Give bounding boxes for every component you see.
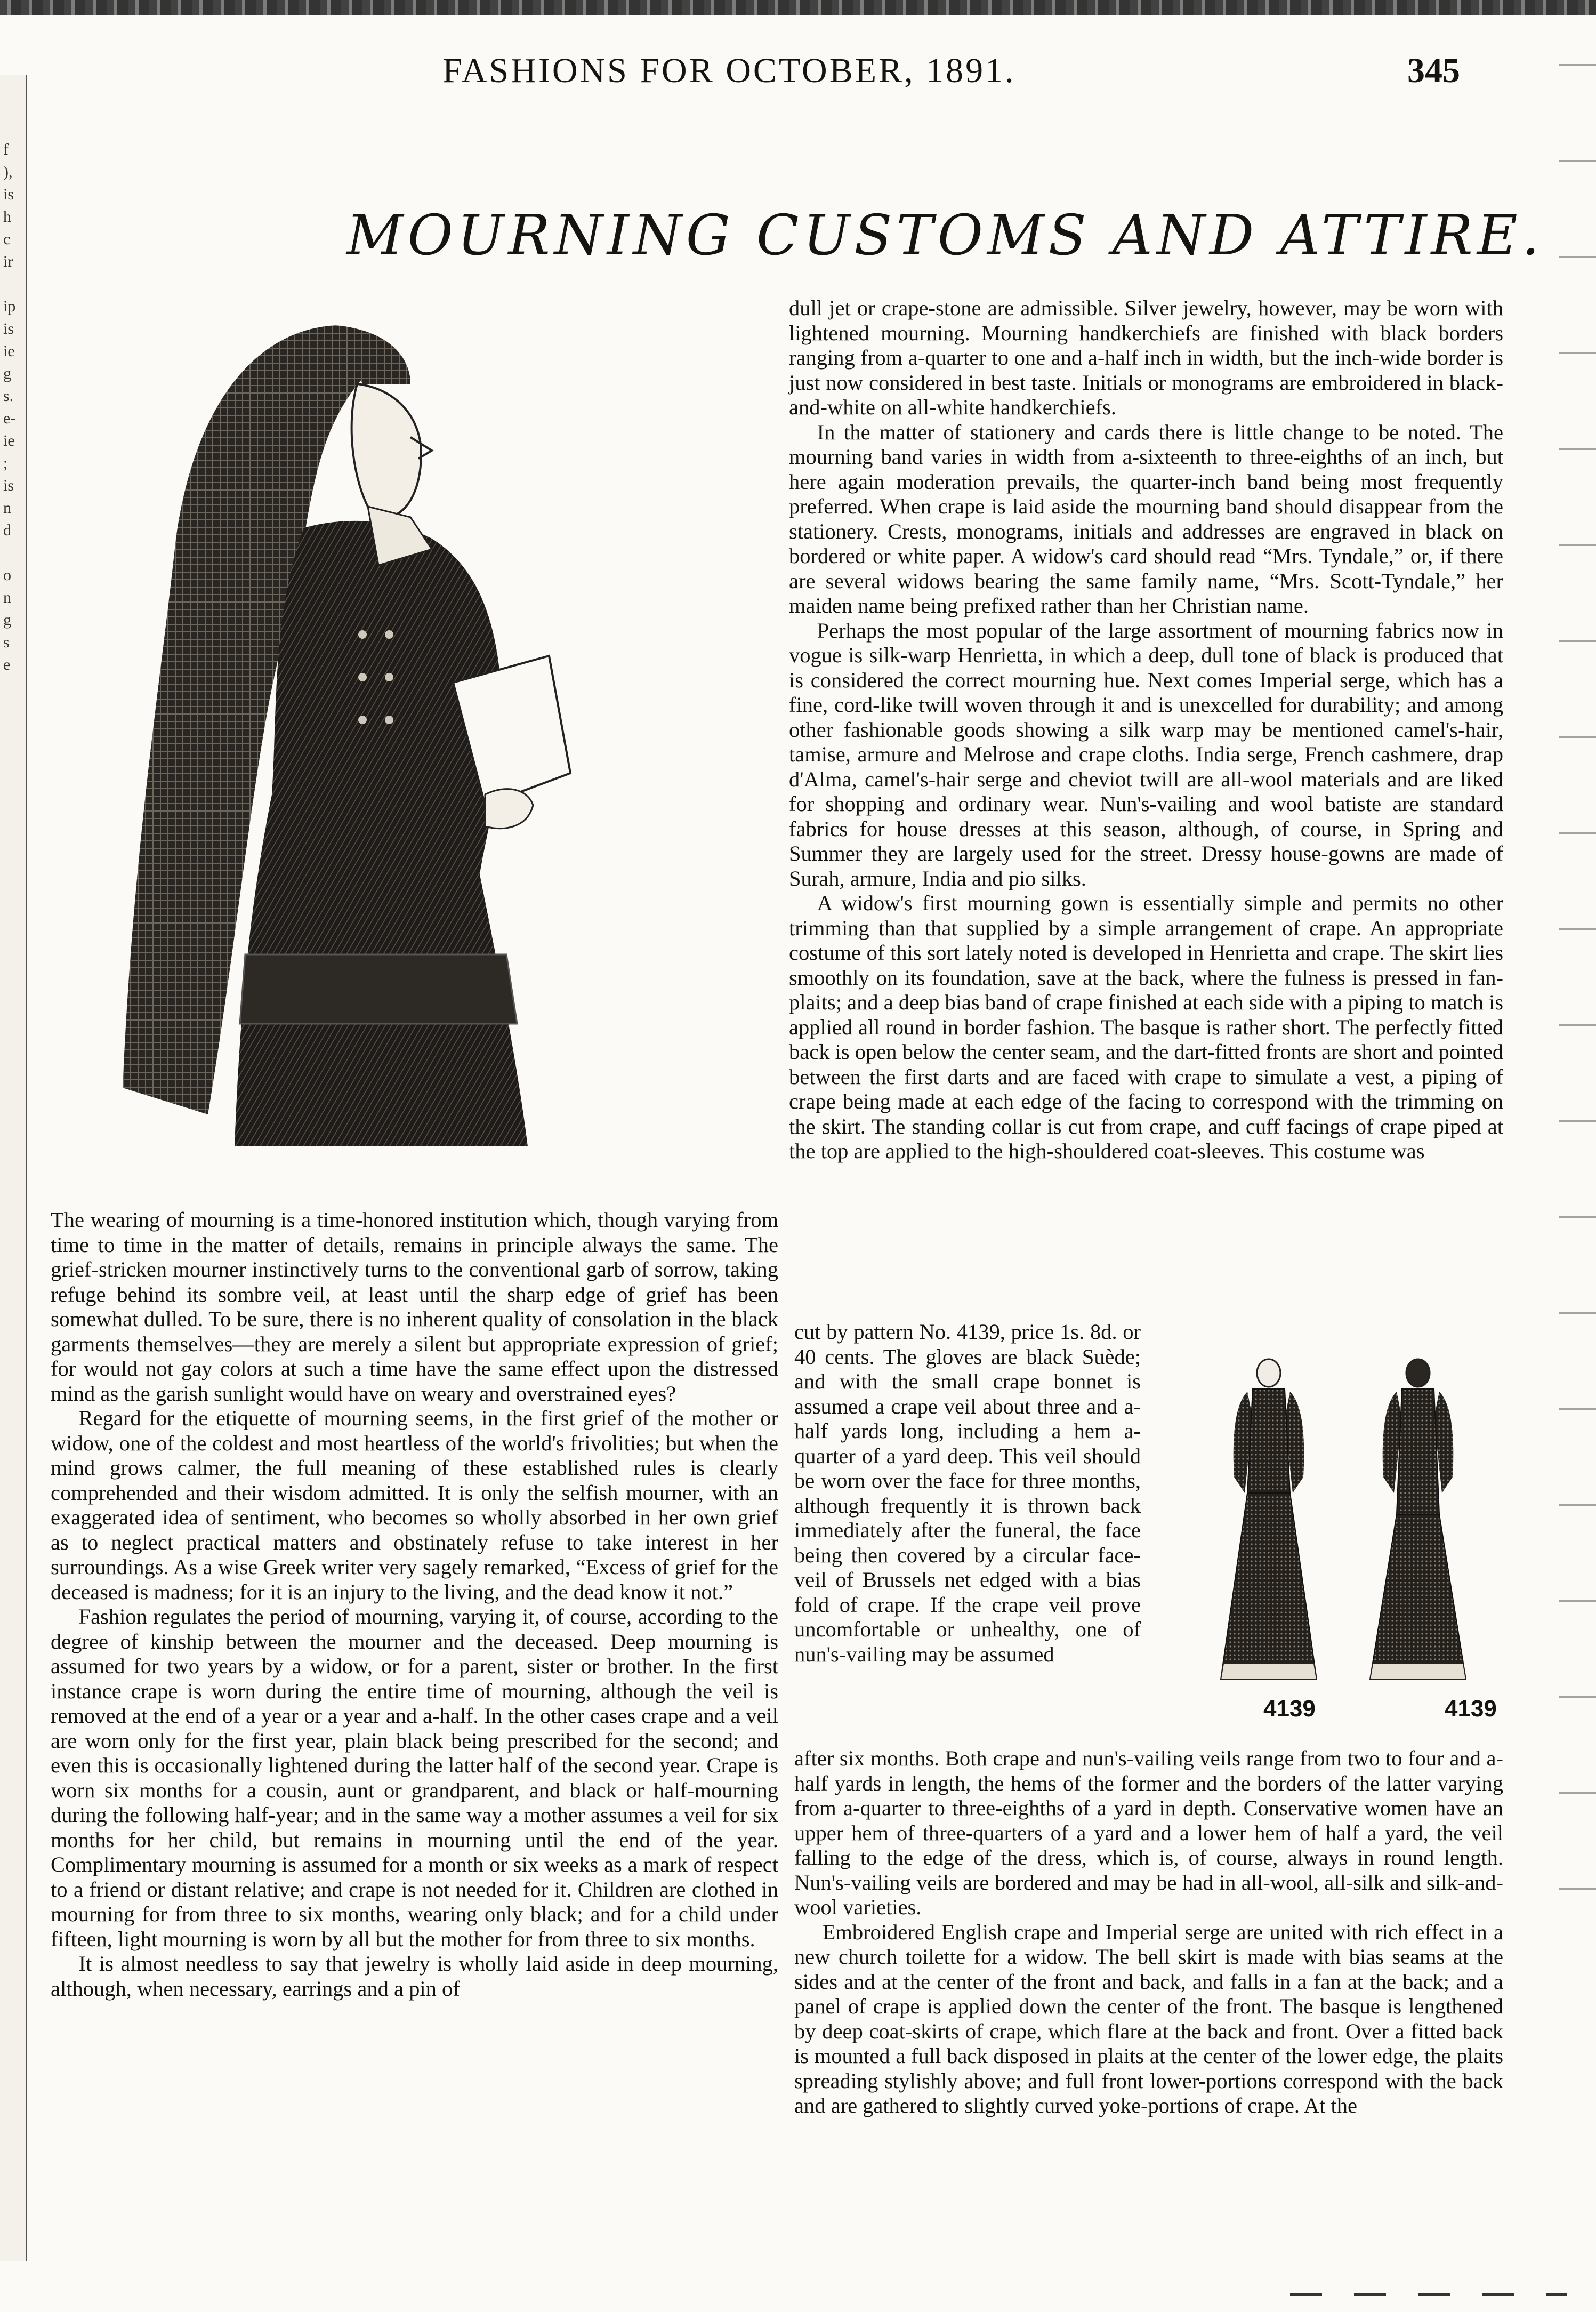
scan-bottom-marks [1290,2293,1567,2296]
article-title: MOURNING CUSTOMS AND ATTIRE. [346,203,1544,268]
paragraph: A widow's first mourning gown is essentially simple and permits no other trimming than that supplied by a simple arrangement of crape. An appropriate costume of this sort lately noted is developed in Henrietta and crape. The skirt lies smoothly on its foundation, save at the back, where the fulness is pressed in fan-plaits; and a deep bias band of crape finished at each side with a piping to match is applied all round in border fashion. The basque is rather short. The perfectly fitted back is open below the center seam, and the dart-fitted fronts are short and pointed between the first darts and are faced with crape to simulate a vest, a piping of crape being made at each edge of the facing to correspond with the trimming on the skirt. The standing collar is cut from crape, and cuff facings of crape piped at the top are applied to the high-shouldered coat-sleeves. This costume was [789,891,1503,1163]
article-column-right-top [789,296,1503,1164]
pattern-number-front: 4139 [1263,1696,1316,1722]
page-header [0,51,1596,104]
adjacent-page-fragments: f ), is h c ir ip is ie g s. e- ie ; is n d o n g s e [3,141,16,673]
paragraph: Perhaps the most popular of the large assortment of mourning fabrics now in vogue is silk-warp Henrietta, in which a deep, dull tone of black is produced that is considered the correct mourning hue. Next comes Imperial serge, which has a fine, cord-like twill woven through it and is unexcelled for durability; and among other fashionable goods showing a silk warp may be mentioned camel's-hair, tamise, armure and Melrose and crape cloths. India serge, French cashmere, drap d'Alma, camel's-hair serge and cheviot twill are all-wool materials and are liked for shopping and ordinary wear. Nun's-vailing and wool batiste are standard fabrics for house dresses at this season, although, of course, in Spring and Summer they are largely used for the street. Dressy house-gowns are made of Surah, armure, India and pio silks. [789,618,1503,890]
paragraph: It is almost needless to say that jewelry is wholly laid aside in deep mourning, although, when necessary, earrings and a pin of [51,1952,778,2001]
paragraph: cut by pattern No. 4139, price 1s. 8d. or 40 cents. The gloves are black Suède; and with the small crape bonnet is assumed a crape veil about three and a-half yards long, including a hem a-quarter of a yard deep. This veil should be worn over the face for three months, although frequently it is thrown back immediately after the funeral, the face being then covered by a circular face-veil of Brussels net edged with a bias fold of crape. If the crape veil prove uncomfortable or unhealthy, one of nun's-vailing may be assumed [794,1320,1141,1666]
page-number: 345 [1407,51,1460,90]
running-title: FASHIONS FOR OCTOBER, 1891. [442,51,1016,90]
right-scan-edge [1559,32,1596,1952]
paragraph: Regard for the etiquette of mourning seems, in the first grief of the mother or widow, one of the coldest and most heartless of the world's frivolities; but when the mind grows calmer, the full meaning of these established rules is clearly comprehended and their wisdom admitted. It is only the selfish mourner, with an exaggerated idea of sentiment, who becomes so wholly absorbed in her own grief as to neglect practical matters and obstinately refuse to take interest in her surroundings. As a wise Greek writer very sagely remarked, “Excess of grief for the deceased is madness; for it is an injury to the living, and the dead know it not.” [51,1406,778,1604]
article-column-narrow [794,1320,1141,1667]
paragraph: dull jet or crape-stone are admissible. Silver jewelry, however, may be worn with lightened mourning. Mourning handkerchiefs are finished with black borders ranging from a-quarter to one and a-half inch in width, but the inch-wide border is just now considered in best taste. Initials or monograms are embroidered in black-and-white on all-white handkerchiefs. [789,296,1503,419]
article-column-left [51,1208,778,2001]
article-column-right-bottom [794,1746,1503,2118]
adjacent-page-edge [0,75,27,2261]
paragraph: Embroidered English crape and Imperial serge are united with rich effect in a new church toilette for a widow. The bell skirt is made with bias seams at the sides and at the center of the front and back, and falls in a fan at the back; and a panel of crape is applied down the center of the front. The basque is lengthened by deep coat-skirts of crape, which flare at the back and front. Over a fitted back is mounted a full back disposed in plaits at the center of the lower edge, the plaits spreading stylishly above; and full front lower-portions correspond with the back and are gathered to slightly curved yoke-portions of crape. At the [794,1920,1503,2117]
pattern-4139-illustration [1194,1354,1493,1696]
paragraph: In the matter of stationery and cards there is little change to be noted. The mourning band varies in width from a-sixteenth to three-eighths of an inch, but here again moderation prevails, the quarter-inch band being most frequently preferred. When crape is laid aside the mourning band should disappear from the stationery. Crests, monograms, initials and addresses are engraved in black on bordered or white paper. A widow's card should read “Mrs. Tyndale,” or, if there are several widows bearing the same family name, “Mrs. Scott-Tyndale,” her maiden name being prefixed rather than her Christian name. [789,420,1503,617]
dress-front-view [1221,1359,1317,1680]
widow-mourning-illustration [112,315,592,1168]
scan-top-edge [0,0,1596,15]
pattern-number-back: 4139 [1445,1696,1497,1722]
dress-back-view [1370,1359,1466,1680]
paragraph: The wearing of mourning is a time-honored institution which, though varying from time to time in the matter of details, remains in principle always the same. The grief-stricken mourner instinctively turns to the conventional garb of sorrow, taking refuge behind its sombre veil, at least until the sharp edge of grief has been somewhat dulled. To be sure, there is no inherent quality of consolation in the black garments themselves—they are merely a silent but appropriate expression of grief; for would not gay colors at such a time have the same effect upon the distressed mind as the garish sunlight would have on weary and overstrained eyes? [51,1208,778,1406]
paragraph: Fashion regulates the period of mourning, varying it, of course, according to the degree of kinship between the mourner and the deceased. Deep mourning is assumed for two years by a widow, or for a parent, sister or brother. In the first instance crape is worn during the entire time of mourning, although the veil is removed at the end of a year or a year and a-half. In the other cases crape and a veil are worn only for the first year, plain black being prescribed for the second; and even this is occasionally lightened during the latter half of the second year. Crape is worn six months for a cousin, aunt or grandparent, and black or half-mourning during the following half-year; and in the same way a mother assumes a veil for six months for her child, but remains in mourning until the end of the year. Complimentary mourning is assumed for a month or six weeks as a mark of respect to a friend or distant relative; and crape is not needed for it. Children are clothed in mourning for from three to six months, wearing only black; and for a child under fifteen, light mourning is worn by all but the mother for from three to six months. [51,1604,778,1951]
paragraph: after six months. Both crape and nun's-vailing veils range from two to four and a-half yards in length, the hems of the former and the borders of the latter varying from a-quarter to three-eighths of a yard in depth. Conservative women have an upper hem of three-quarters of a yard and a lower hem of half a yard, the veil falling to the edge of the dress, which is, of course, always in round length. Nun's-vailing veils are bordered and may be had in all-wool, all-silk and silk-and-wool varieties. [794,1746,1503,1919]
